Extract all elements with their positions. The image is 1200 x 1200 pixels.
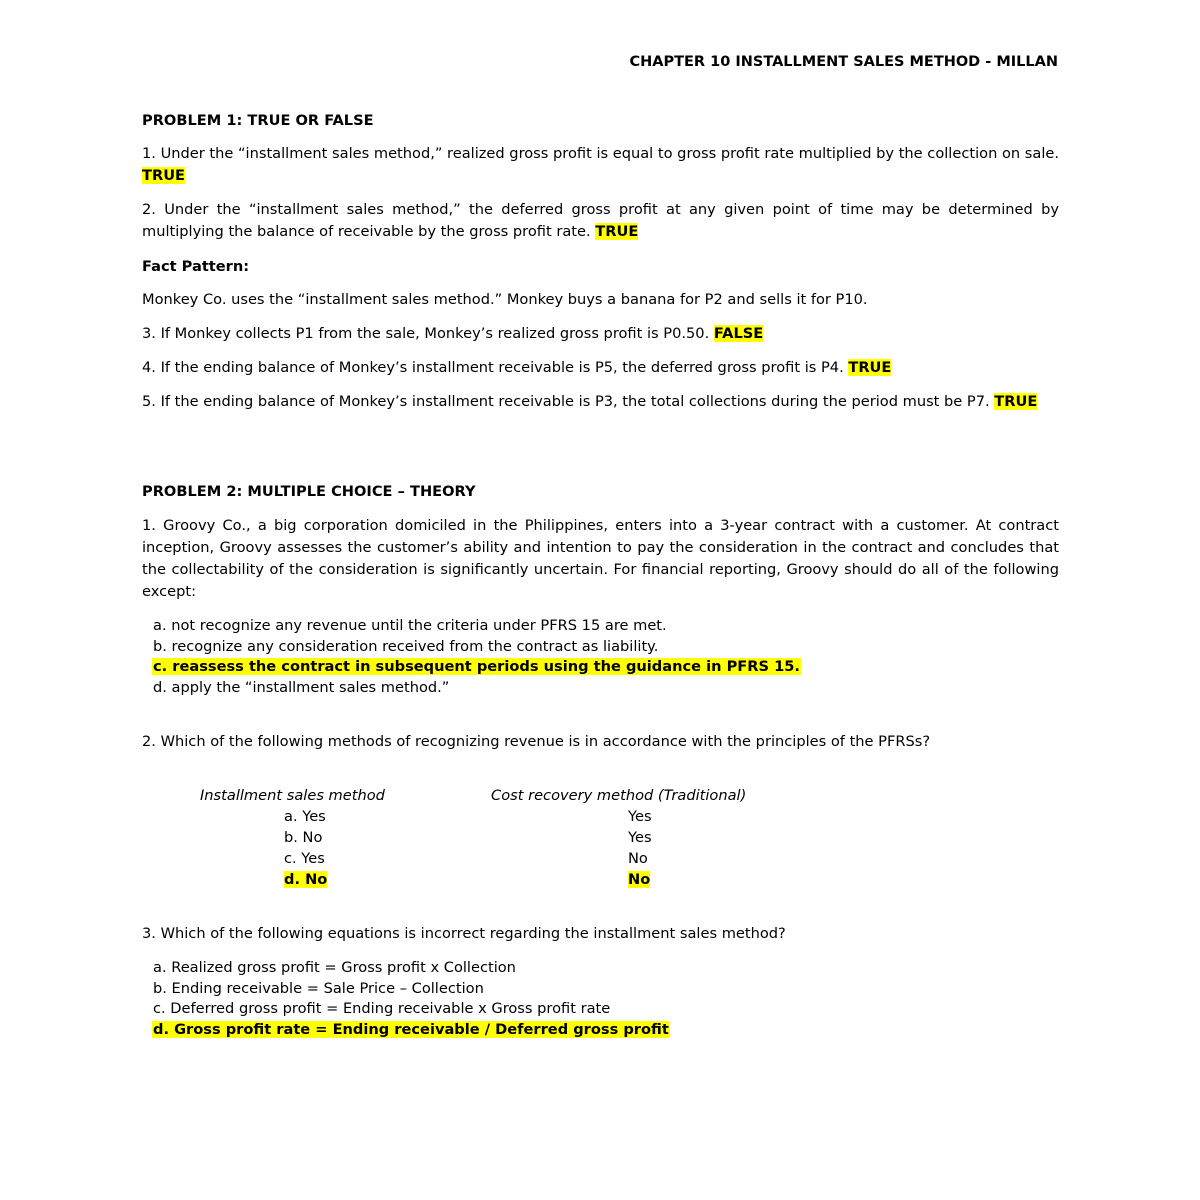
- answer-highlight: TRUE: [848, 359, 892, 376]
- problem1-item-5: [142, 391, 1059, 413]
- item-text: 2. Under the “installment sales method,” the deferred gross profit at any given point of time may be determined by multiplying the balance of receivable by the gross profit rate.: [142, 201, 1059, 240]
- item-text: 4. If the ending balance of Monkey’s installment receivable is P5, the deferred gross profit is P4.: [142, 359, 844, 376]
- q1-options: [152, 616, 801, 698]
- row-b-col1: b. No: [284, 829, 323, 846]
- fact-pattern-text: Monkey Co. uses the “installment sales method.” Monkey buys a banana for P2 and sells it for P10.: [142, 291, 868, 308]
- option-b: b. Ending receivable = Sale Price – Collection: [153, 979, 484, 997]
- fact-pattern-label: Fact Pattern:: [142, 258, 250, 275]
- item-text: 3. If Monkey collects P1 from the sale, Monkey’s realized gross profit is P0.50.: [142, 325, 710, 342]
- row-d-col1-highlight: d. No: [284, 871, 328, 888]
- answer-highlight: TRUE: [595, 223, 639, 240]
- row-c-col1: c. Yes: [284, 850, 325, 867]
- row-a-col2: Yes: [628, 808, 652, 825]
- answer-highlight: FALSE: [713, 325, 764, 342]
- problem2-q1: 1. Groovy Co., a big corporation domiciled in the Philippines, enters into a 3-year contract with a customer. At contract inception, Groovy assesses the customer’s ability and intention to pay the consideration in the contract and concludes that the collectability of the consideration is significantly uncertain. For financial reporting, Groovy should do all of the following except:: [142, 517, 1059, 600]
- problem2-heading: PROBLEM 2: MULTIPLE CHOICE – THEORY: [142, 483, 476, 500]
- option-c: c. Deferred gross profit = Ending receivable x Gross profit rate: [153, 1000, 611, 1017]
- problem1-item-1: [142, 143, 1059, 187]
- col-header-installment: Installment sales method: [200, 787, 385, 804]
- row-c-col2: No: [628, 850, 648, 867]
- problem2-q2: 2. Which of the following methods of recognizing revenue is in accordance with the principles of the PFRSs?: [142, 733, 931, 750]
- row-d-col2-highlight: No: [628, 871, 651, 888]
- item-text: 5. If the ending balance of Monkey’s installment receivable is P3, the total collections during the period must be P7.: [142, 393, 990, 410]
- option-d: d. apply the “installment sales method.”: [153, 678, 450, 696]
- col-header-cost-recovery: Cost recovery method (Traditional): [491, 787, 747, 804]
- answer-highlight: TRUE: [994, 393, 1038, 410]
- option-b: b. recognize any consideration received from the contract as liability.: [153, 637, 659, 655]
- option-c-highlight: c. reassess the contract in subsequent periods using the guidance in PFRS 15.: [153, 658, 800, 675]
- row-a-col1: a. Yes: [284, 808, 326, 825]
- row-b-col2: Yes: [628, 829, 652, 846]
- option-a: a. not recognize any revenue until the criteria under PFRS 15 are met.: [153, 617, 667, 634]
- problem1-item-2: [142, 199, 1059, 243]
- chapter-title: CHAPTER 10 INSTALLMENT SALES METHOD - MILLAN: [629, 54, 1058, 70]
- option-d-highlight: d. Gross profit rate = Ending receivable / Deferred gross profit: [153, 1020, 669, 1038]
- problem1-heading: PROBLEM 1: TRUE OR FALSE: [142, 112, 374, 129]
- item-text: 1. Under the “installment sales method,” realized gross profit is equal to gross profit rate multiplied by the collection on sale.: [142, 145, 1059, 162]
- problem1-item-3: [142, 323, 1059, 345]
- q2-answer-table: [142, 787, 1059, 897]
- option-a: a. Realized gross profit = Gross profit x Collection: [153, 959, 516, 976]
- q3-options: [152, 958, 670, 1040]
- problem2-q3: 3. Which of the following equations is incorrect regarding the installment sales method?: [142, 925, 786, 942]
- answer-highlight: TRUE: [142, 167, 186, 184]
- problem1-item-4: [142, 357, 1059, 379]
